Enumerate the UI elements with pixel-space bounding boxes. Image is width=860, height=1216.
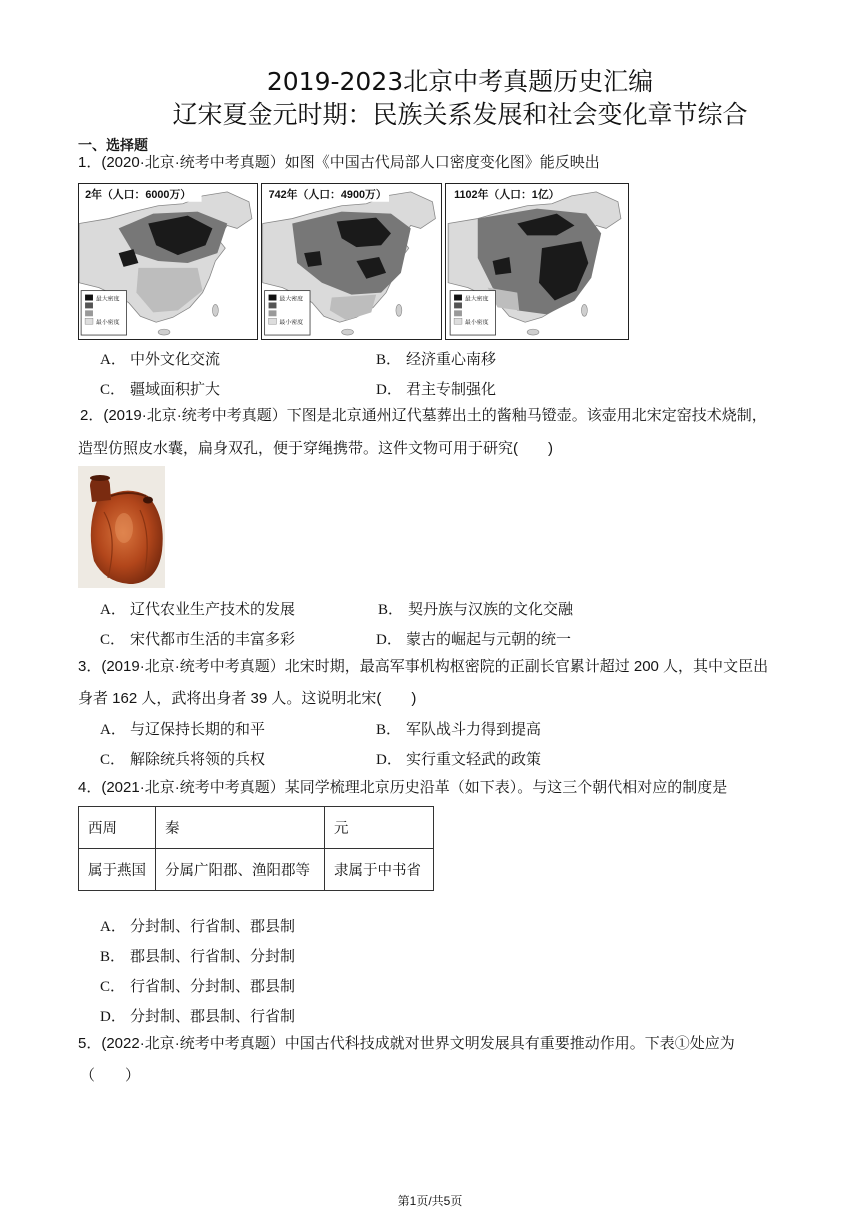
island-taiwan xyxy=(396,304,402,316)
table-cell: 西周 xyxy=(79,807,156,849)
map-legend xyxy=(450,291,495,335)
option-letter: D． xyxy=(100,1009,126,1025)
map-3-label: 1102年（人口：1亿） xyxy=(454,188,560,201)
island-hainan xyxy=(342,329,354,335)
table-row xyxy=(79,807,434,849)
legend-swatch-min xyxy=(269,318,277,324)
option-letter: D． xyxy=(376,632,402,648)
option-letter: D． xyxy=(376,382,402,398)
legend-swatch-min xyxy=(85,318,93,324)
question-5-stem-line1: 5．(2022·北京·统考中考真题）中国古代科技成就对世界文明发展具有重要推动作用。下表①处应为 xyxy=(78,1035,735,1052)
question-3-option-a xyxy=(100,720,265,740)
island-hainan xyxy=(527,329,539,335)
document-title-line2: 辽宋夏金元时期：民族关系发展和社会变化章节综合 xyxy=(172,100,748,129)
island-taiwan xyxy=(581,304,587,316)
question-1-option-a xyxy=(100,350,220,370)
option-text: 君主专制强化 xyxy=(406,381,497,398)
option-text: 行省制、分封制、郡县制 xyxy=(130,978,296,995)
section-heading: 一、选择题 xyxy=(78,137,148,153)
table-cell: 隶属于中书省 xyxy=(325,849,434,891)
question-1-option-d xyxy=(376,380,496,400)
flask-spout-rim xyxy=(90,475,110,481)
question-3-stem-line2: 身者 162 人，武将出身者 39 人。这说明北宋( ) xyxy=(78,690,417,707)
option-text: 与辽保持长期的和平 xyxy=(130,721,266,738)
island-taiwan xyxy=(212,304,218,316)
legend-swatch-max xyxy=(85,295,93,301)
table-row xyxy=(79,849,434,891)
question-2-stem-line2: 造型仿照皮水囊，扁身双孔，便于穿绳携带。这件文物可用于研究( ) xyxy=(78,440,553,457)
option-letter: B． xyxy=(378,602,404,618)
density-map-1-figure xyxy=(79,184,257,339)
population-density-maps xyxy=(78,183,629,340)
map-2-label: 742年（人口：4900万） xyxy=(268,188,387,201)
map-legend xyxy=(265,291,310,335)
option-letter: C． xyxy=(100,632,126,648)
option-letter: D． xyxy=(376,752,402,768)
density-map-1 xyxy=(78,183,258,340)
option-letter: A． xyxy=(100,602,126,618)
option-letter: A． xyxy=(100,722,126,738)
question-1-option-b xyxy=(376,350,496,370)
question-4-option-a xyxy=(100,917,295,937)
question-2-stem-line1: 2．(2019·北京·统考中考真题）下图是北京通州辽代墓葬出土的酱釉马镫壶。该壶用北宋定窑技术烧制， xyxy=(80,407,767,424)
document-title-line1: 2019-2023北京中考真题历史汇编 xyxy=(266,67,654,96)
density-map-2 xyxy=(261,183,442,340)
question-2-option-d xyxy=(376,630,571,650)
option-letter: C． xyxy=(100,752,126,768)
legend-swatch xyxy=(454,310,462,316)
beijing-history-table xyxy=(78,806,434,891)
question-4-option-c xyxy=(100,977,295,997)
legend-max-label: 最大密度 xyxy=(95,296,120,303)
option-text: 蒙古的崛起与元朝的统一 xyxy=(406,631,572,648)
stirrup-flask-photo xyxy=(78,466,165,588)
island-hainan xyxy=(158,329,170,335)
option-text: 辽代农业生产技术的发展 xyxy=(130,601,296,618)
page-indicator: 第1页/共5页 xyxy=(397,1194,463,1208)
option-text: 解除统兵将领的兵权 xyxy=(130,751,266,768)
density-map-2-figure xyxy=(262,184,441,339)
legend-swatch xyxy=(85,310,93,316)
option-letter: B． xyxy=(100,949,126,965)
legend-max-label: 最大密度 xyxy=(279,296,304,303)
table-cell: 分属广阳郡、渔阳郡等 xyxy=(156,849,325,891)
legend-swatch xyxy=(269,302,277,308)
option-letter: B． xyxy=(376,352,402,368)
legend-swatch-min xyxy=(454,318,462,324)
question-2-option-b xyxy=(378,600,573,620)
question-5-stem-line2: （ ） xyxy=(80,1067,141,1084)
option-text: 实行重文轻武的政策 xyxy=(406,751,542,768)
question-2-option-c xyxy=(100,630,295,650)
option-text: 分封制、郡县制、行省制 xyxy=(130,1008,296,1025)
option-text: 经济重心南移 xyxy=(406,351,497,368)
question-4-option-d xyxy=(100,1007,295,1027)
question-1-option-c xyxy=(100,380,220,400)
legend-swatch xyxy=(85,302,93,308)
legend-min-label: 最小密度 xyxy=(279,320,304,327)
option-text: 契丹族与汉族的文化交融 xyxy=(408,601,574,618)
question-3-option-b xyxy=(376,720,541,740)
question-1-stem: 1．(2020·北京·统考中考真题）如图《中国古代局部人口密度变化图》能反映出 xyxy=(78,154,600,171)
density-map-3 xyxy=(445,183,629,340)
option-text: 疆域面积扩大 xyxy=(130,381,221,398)
flask-highlight xyxy=(115,513,133,543)
question-4-stem: 4．(2021·北京·统考中考真题）某同学梳理北京历史沿革（如下表）。与这三个朝代相对应的制度是 xyxy=(78,779,728,796)
density-map-3-figure xyxy=(446,184,628,339)
question-2-option-a xyxy=(100,600,295,620)
option-text: 军队战斗力得到提高 xyxy=(406,721,542,738)
legend-swatch-max xyxy=(269,295,277,301)
stirrup-flask-image xyxy=(78,466,165,588)
question-3-option-c xyxy=(100,750,265,770)
option-letter: A． xyxy=(100,919,126,935)
option-text: 宋代都市生活的丰富多彩 xyxy=(130,631,296,648)
option-letter: C． xyxy=(100,979,126,995)
option-letter: C． xyxy=(100,382,126,398)
legend-swatch xyxy=(454,302,462,308)
table-cell: 属于燕国 xyxy=(79,849,156,891)
option-text: 中外文化交流 xyxy=(130,351,221,368)
question-3-option-d xyxy=(376,750,541,770)
option-letter: B． xyxy=(376,722,402,738)
legend-min-label: 最小密度 xyxy=(464,320,489,327)
legend-swatch xyxy=(269,310,277,316)
map-legend xyxy=(81,291,126,335)
table-cell: 元 xyxy=(325,807,434,849)
option-text: 郡县制、行省制、分封制 xyxy=(130,948,296,965)
legend-min-label: 最小密度 xyxy=(95,320,120,327)
legend-swatch-max xyxy=(454,295,462,301)
question-4-option-b xyxy=(100,947,295,967)
option-text: 分封制、行省制、郡县制 xyxy=(130,918,296,935)
table-cell: 秦 xyxy=(156,807,325,849)
option-letter: A． xyxy=(100,352,126,368)
question-3-stem-line1: 3．(2019·北京·统考中考真题）北宋时期，最高军事机构枢密院的正副长官累计超过 200 人，其中文臣出 xyxy=(78,658,769,675)
legend-max-label: 最大密度 xyxy=(464,296,489,303)
map-1-label: 2年（人口：6000万） xyxy=(85,188,192,201)
flask-cord-hole xyxy=(143,497,153,504)
